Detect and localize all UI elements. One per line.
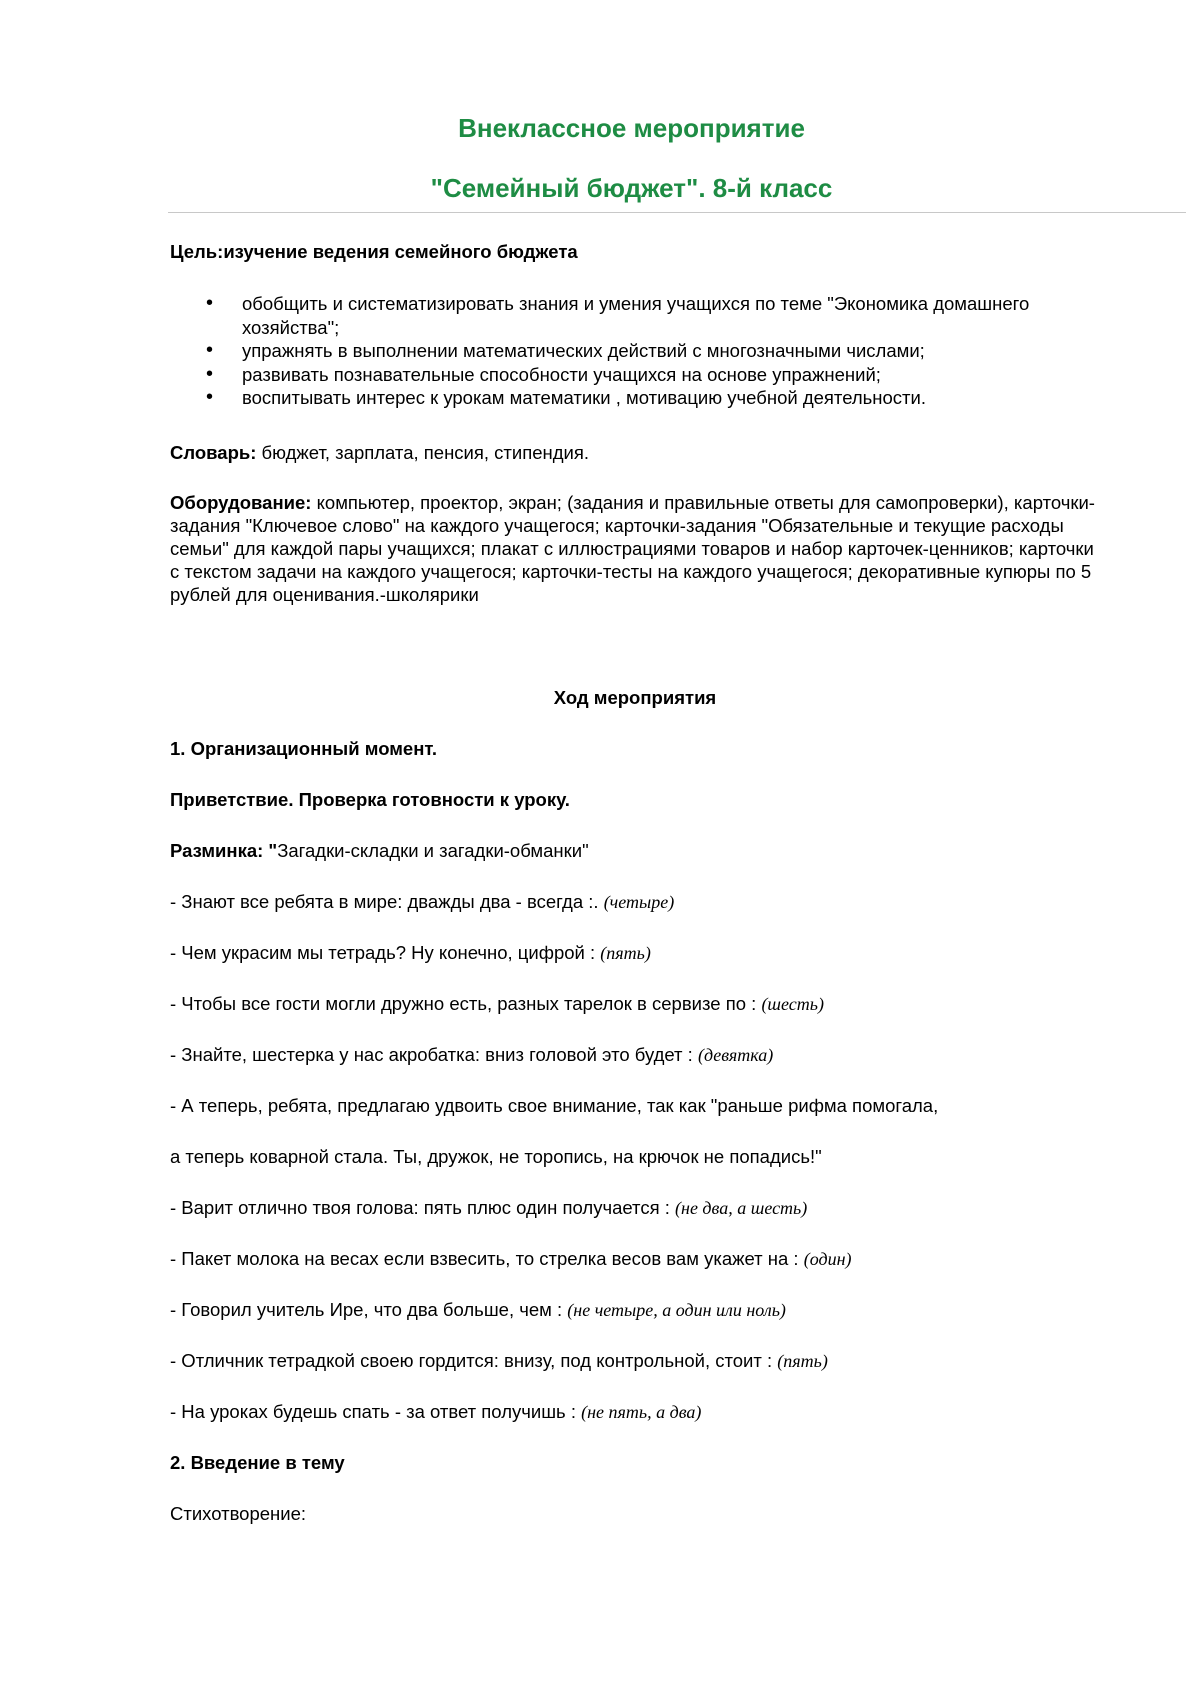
goal-item: • развивать познавательные способности учащихся на основе упражнений; [170,363,1100,387]
riddle-text: - Знают все ребята в мире: дважды два - всегда :. [170,891,604,912]
title-divider [168,212,1186,213]
trick-answer: (не два, а шесть) [675,1198,808,1218]
riddle-line [170,1043,1100,1067]
vocabulary-paragraph [170,441,1100,464]
vocabulary-label: Словарь: [170,442,257,463]
title-line-2: "Семейный бюджет". 8-й класс [430,173,833,203]
trick-text: - Пакет молока на весах если взвесить, то стрелка весов вам укажет на : [170,1248,804,1269]
riddle-answer: (пять) [600,943,651,963]
warmup-label: Разминка: " [170,840,278,861]
riddle-text: - Чем украсим мы тетрадь? Ну конечно, цифрой : [170,942,601,963]
trick-text: - Отличник тетрадкой своею гордится: внизу, под контрольной, стоит : [170,1350,778,1371]
poem-label: Стихотворение: [170,1503,307,1524]
section-1-heading: 1. Организационный момент. [170,738,437,759]
vocabulary-text: бюджет, зарплата, пенсия, стипендия. [256,442,590,463]
trick-text: - Варит отлично твоя голова: пять плюс один получается : [170,1197,676,1218]
riddle-text: - Знайте, шестерка у нас акробатка: вниз головой это будет : [170,1044,698,1065]
riddle-text: - Чтобы все гости могли дружно есть, разных тарелок в сервизе по : [170,993,762,1014]
goal-item: • обобщить и систематизировать знания и умения учащихся по теме "Экономика домашнего хозяйства"; [170,292,1100,339]
goal-list [170,292,1100,410]
goal-item: • упражнять в выполнении математических действий с многозначными числами; [170,339,1100,363]
trick-text: - На уроках будешь спать - за ответ получишь : [170,1401,582,1422]
warmup-line [170,839,1100,862]
riddle-line [170,941,1100,965]
attention-line-1: - А теперь, ребята, предлагаю удвоить свое внимание, так как "раньше рифма помогала, [170,1095,939,1116]
trick-line [170,1400,1100,1424]
course-heading: Ход мероприятия [553,687,717,708]
trick-answer: (не пять, а два) [581,1402,702,1422]
riddle-line [170,890,1100,914]
trick-line [170,1349,1100,1373]
equipment-label: Оборудование: [170,492,312,513]
trick-line [170,1196,1100,1220]
attention-line-2: а теперь коварной стала. Ты, дружок, не торопись, на крючок не попадись!" [170,1146,822,1167]
warmup-text: Загадки-складки и загадки-обманки" [277,840,589,861]
greeting-line: Приветствие. Проверка готовности к уроку. [170,789,570,810]
riddle-answer: (шесть) [761,994,824,1014]
equipment-paragraph [170,491,1100,606]
trick-answer: (пять) [777,1351,828,1371]
trick-answer: (не четыре, а один или ноль) [567,1300,786,1320]
goal-heading: Цель:изучение ведения семейного бюджета [170,241,578,262]
section-2-heading: 2. Введение в тему [170,1452,345,1473]
trick-line [170,1247,1100,1271]
riddle-answer: (девятка) [697,1045,774,1065]
goal-item: • воспитывать интерес к урокам математики , мотивацию учебной деятельности. [170,386,1100,410]
riddle-answer: (четыре) [603,892,675,912]
equipment-text: компьютер, проектор, экран; (задания и правильные ответы для самопроверки), карточки-задания "Ключевое слово" на каждого учащегося; карточки-задания "Обязательные и текущие расходы семьи" для каждой пары учащихся; плакат с иллюстрациями товаров и набор карточек-ценников; карточки с текстом задачи на каждого учащегося; карточки-тесты на каждого учащегося; декоративные купюры по 5 рублей для оценивания.-школярики [170,492,1095,605]
trick-text: - Говорил учитель Ире, что два больше, чем : [170,1299,568,1320]
riddle-line [170,992,1100,1016]
trick-line [170,1298,1100,1322]
title-line-1: Внеклассное мероприятие [458,113,805,143]
trick-answer: (один) [803,1249,852,1269]
